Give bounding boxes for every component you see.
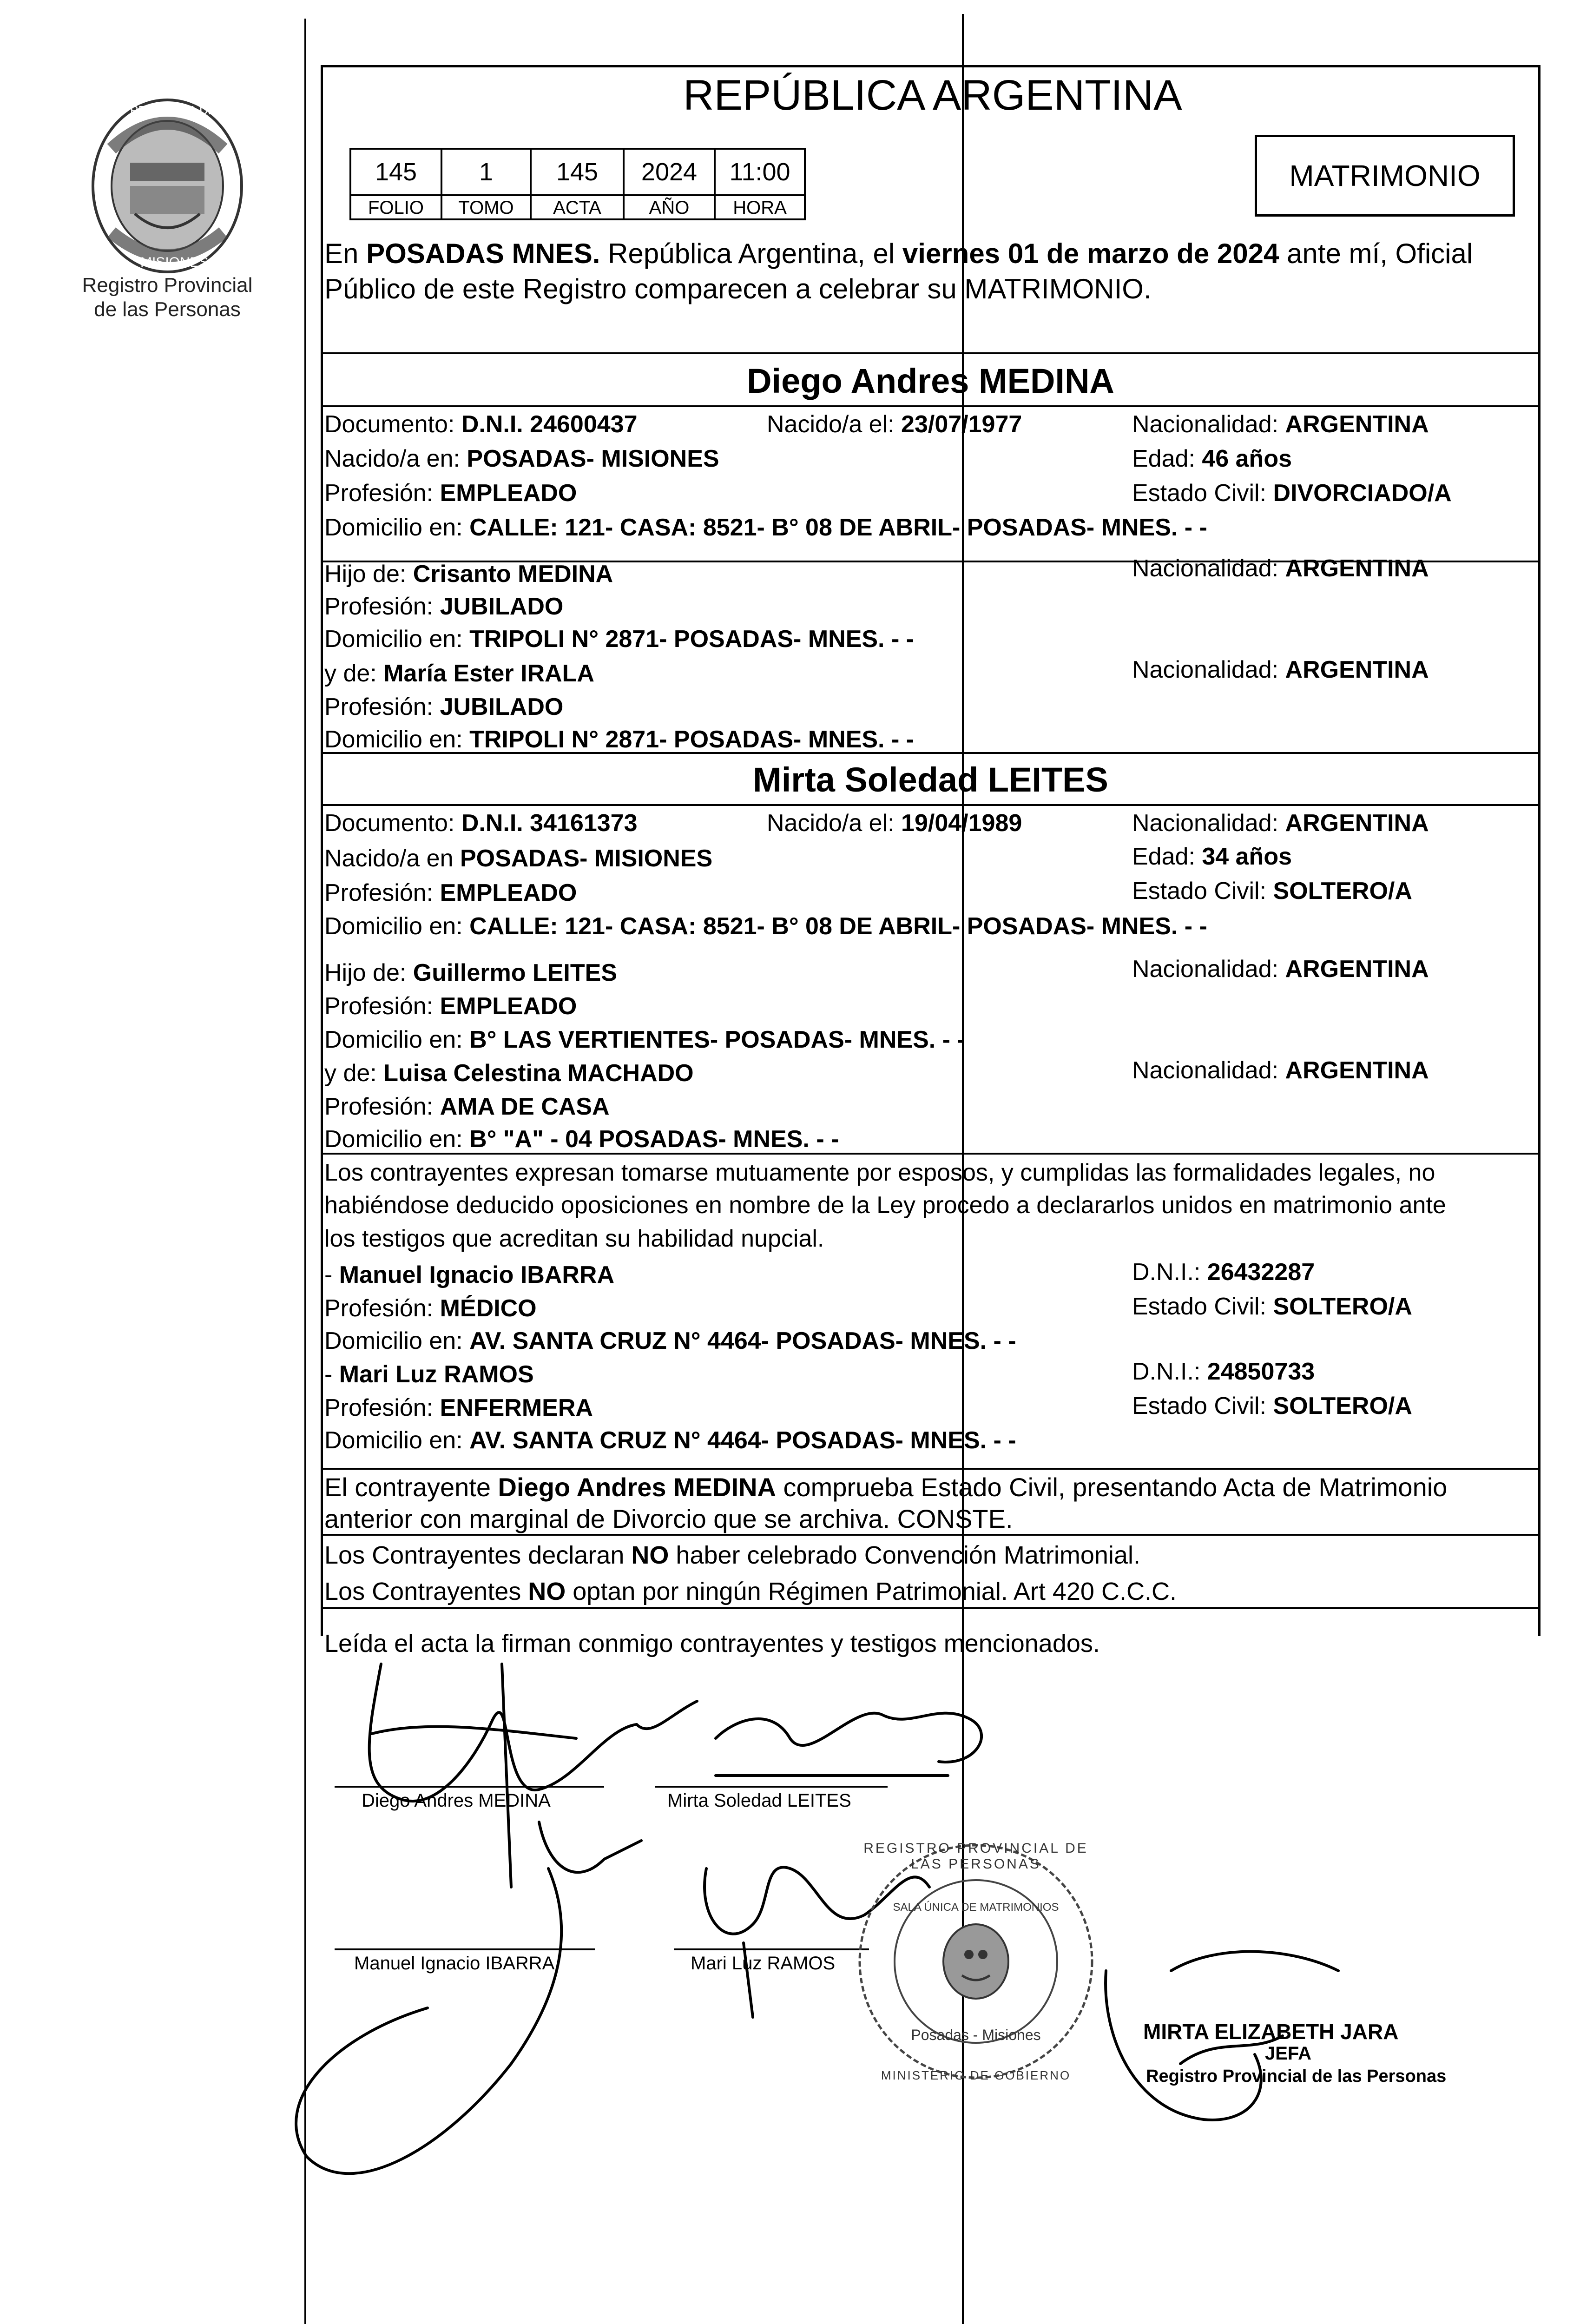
witness-1-signature-line (335, 1948, 595, 1950)
bride-birthplace: Nacido/a en POSADAS- MISIONES (324, 845, 713, 872)
bride-birth-date: Nacido/a el: 19/04/1989 (767, 810, 1022, 837)
civil-proof-line-1: El contrayente Diego Andres MEDINA comprueba Estado Civil, presentando Acta de Matrimonio (324, 1472, 1448, 1502)
hour-value: 11:00 (714, 148, 806, 196)
groom-doc: Documento: D.N.I. 24600437 (324, 411, 638, 438)
intro-line-2: Público de este Registro comparecen a celebrar su MATRIMONIO. (324, 273, 1152, 304)
official-institution: Registro Provincial de las Personas (1146, 2067, 1447, 2086)
bride-mother: y de: Luisa Celestina MACHADO (324, 1060, 694, 1087)
year-label: AÑO (623, 194, 716, 220)
groom-age: Edad: 46 años (1132, 445, 1292, 472)
groom-address: Domicilio en: CALLE: 121- CASA: 8521- B° 08 DE ABRIL- POSADAS- MNES. - - (324, 514, 1207, 541)
declaration-line-1: Los contrayentes expresan tomarse mutuamente por esposos, y cumplidas las formalidades legales, no (324, 1159, 1435, 1186)
bride-address: Domicilio en: CALLE: 121- CASA: 8521- B° 08 DE ABRIL- POSADAS- MNES. - - (324, 913, 1207, 940)
acta-value: 145 (530, 148, 625, 196)
record-type-label: MATRIMONIO (1289, 159, 1481, 192)
groom-civil-status: Estado Civil: DIVORCIADO/A (1132, 480, 1452, 507)
closing-text: Leída el acta la firman conmigo contrayentes y testigos mencionados. (324, 1630, 1100, 1657)
witness-2-profession: Profesión: ENFERMERA (324, 1394, 593, 1421)
tomo-value: 1 (441, 148, 532, 196)
groom-father-profession: Profesión: JUBILADO (324, 593, 564, 620)
bride-father: Hijo de: Guillermo LEITES (324, 959, 617, 986)
groom-mother: y de: María Ester IRALA (324, 660, 594, 687)
frame-top (321, 65, 1540, 67)
witness-1-dni: D.N.I.: 26432287 (1132, 1259, 1315, 1286)
year-value: 2024 (623, 148, 716, 196)
intro-text-2: República Argentina, el (600, 238, 902, 269)
frame-right (1538, 65, 1540, 1636)
groom-birthplace: Nacido/a en: POSADAS- MISIONES (324, 445, 719, 472)
stamp-ministry-text: MINISTERIO DE GOBIERNO (881, 2068, 1071, 2082)
misiones-seal-icon (84, 93, 251, 279)
civil-proof-line-2: anterior con marginal de Divorcio que se archiva. CONSTE. (324, 1504, 1013, 1533)
logo-caption-1: Registro Provincial (82, 274, 253, 297)
witness-2-name: - Mari Luz RAMOS (324, 1361, 534, 1388)
bride-signature-label: Mirta Soledad LEITES (667, 1790, 851, 1811)
convention-line-2: Los Contrayentes NO optan por ningún Régimen Patrimonial. Art 420 C.C.C. (324, 1578, 1177, 1605)
folio-value: 145 (349, 148, 442, 196)
groom-signature-line (335, 1786, 604, 1788)
witness-2-signature-label: Mari Luz RAMOS (691, 1953, 836, 1974)
groom-profession: Profesión: EMPLEADO (324, 480, 577, 507)
groom-name-title: Diego Andres MEDINA (747, 362, 1114, 400)
frame-left (321, 65, 323, 1636)
intro-date: viernes 01 de marzo de 2024 (902, 238, 1279, 269)
witness-1-signature-label: Manuel Ignacio IBARRA (354, 1953, 555, 1974)
bride-mother-address: Domicilio en: B° "A" - 04 POSADAS- MNES. - - (324, 1126, 839, 1153)
divider-bride-name (321, 804, 1540, 806)
groom-birth-date: Nacido/a el: 23/07/1977 (767, 411, 1022, 438)
declaration-line-2: habiéndose deducido oposiciones en nombre de la Ley procedo a declararlos unidos en matrimonio ante (324, 1192, 1446, 1219)
record-data-table (349, 148, 806, 222)
bride-nationality: Nacionalidad: ARGENTINA (1132, 810, 1429, 837)
declaration-line-3: los testigos que acreditan su habilidad nupcial. (324, 1225, 824, 1252)
divider-groom-name (321, 405, 1540, 407)
record-type-box (1255, 135, 1515, 217)
official-name: MIRTA ELIZABETH JARA (1143, 2020, 1399, 2044)
registry-logo (84, 93, 251, 279)
stamp-outer-text: REGISTRO PROVINCIAL DE LAS PERSONAS (863, 1841, 1088, 1872)
divider-groom (321, 352, 1540, 354)
witness-2-dni: D.N.I.: 24850733 (1132, 1358, 1315, 1385)
seal-text-bottom: MISIONES (140, 255, 209, 270)
folio-label: FOLIO (349, 194, 442, 220)
intro-text-3: ante mí, Oficial (1279, 238, 1473, 269)
witness-1-address: Domicilio en: AV. SANTA CRUZ N° 4464- POSADAS- MNES. - - (324, 1327, 1016, 1354)
seal-text-top: PROVINCIA DE (130, 103, 216, 117)
intro-line-1 (324, 237, 1473, 271)
bride-age: Edad: 34 años (1132, 843, 1292, 870)
document-title: REPÚBLICA ARGENTINA (683, 72, 1182, 119)
convention-line-1: Los Contrayentes declaran NO haber celebrado Convención Matrimonial. (324, 1541, 1140, 1569)
groom-father-address: Domicilio en: TRIPOLI N° 2871- POSADAS- MNES. - - (324, 626, 915, 653)
witness-2-civil-status: Estado Civil: SOLTERO/A (1132, 1393, 1412, 1419)
bride-civil-status: Estado Civil: SOLTERO/A (1132, 878, 1412, 905)
groom-mother-profession: Profesión: JUBILADO (324, 693, 564, 720)
bride-mother-nationality: Nacionalidad: ARGENTINA (1132, 1057, 1429, 1084)
witness-1-profession: Profesión: MÉDICO (324, 1295, 537, 1322)
groom-father-nationality: Nacionalidad: ARGENTINA (1132, 555, 1429, 582)
bride-father-address: Domicilio en: B° LAS VERTIENTES- POSADAS- MNES. - - (324, 1026, 965, 1053)
groom-nationality: Nacionalidad: ARGENTINA (1132, 411, 1429, 438)
witness-2-address: Domicilio en: AV. SANTA CRUZ N° 4464- POSADAS- MNES. - - (324, 1427, 1016, 1454)
groom-signature-label: Diego Andres MEDINA (362, 1790, 551, 1811)
bride-signature-line (655, 1786, 888, 1788)
witness-1-name: - Manuel Ignacio IBARRA (324, 1261, 615, 1288)
official-role: JEFA (1265, 2043, 1312, 2064)
divider-civil (321, 1468, 1540, 1470)
bride-name-title: Mirta Soledad LEITES (753, 760, 1108, 799)
bride-father-nationality: Nacionalidad: ARGENTINA (1132, 956, 1429, 983)
groom-mother-nationality: Nacionalidad: ARGENTINA (1132, 656, 1429, 683)
hour-label: HORA (714, 194, 806, 220)
acta-label: ACTA (530, 194, 625, 220)
bride-doc: Documento: D.N.I. 34161373 (324, 810, 638, 837)
groom-mother-address: Domicilio en: TRIPOLI N° 2871- POSADAS- MNES. - - (324, 726, 915, 753)
witness-1-civil-status: Estado Civil: SOLTERO/A (1132, 1293, 1412, 1320)
tomo-label: TOMO (441, 194, 532, 220)
witness-2-signature-line (674, 1948, 869, 1950)
intro-place: POSADAS MNES. (366, 238, 600, 269)
logo-caption-2: de las Personas (94, 298, 241, 321)
bride-father-profession: Profesión: EMPLEADO (324, 993, 577, 1020)
stamp-inner-text: SALA ÚNICA DE MATRIMONIOS (893, 1901, 1059, 1914)
intro-text-1: En (324, 238, 367, 269)
bride-profession: Profesión: EMPLEADO (324, 879, 577, 906)
groom-father: Hijo de: Crisanto MEDINA (324, 561, 613, 588)
bride-mother-profession: Profesión: AMA DE CASA (324, 1093, 610, 1120)
stamp-place-text: Posadas - Misiones (911, 2027, 1041, 2043)
